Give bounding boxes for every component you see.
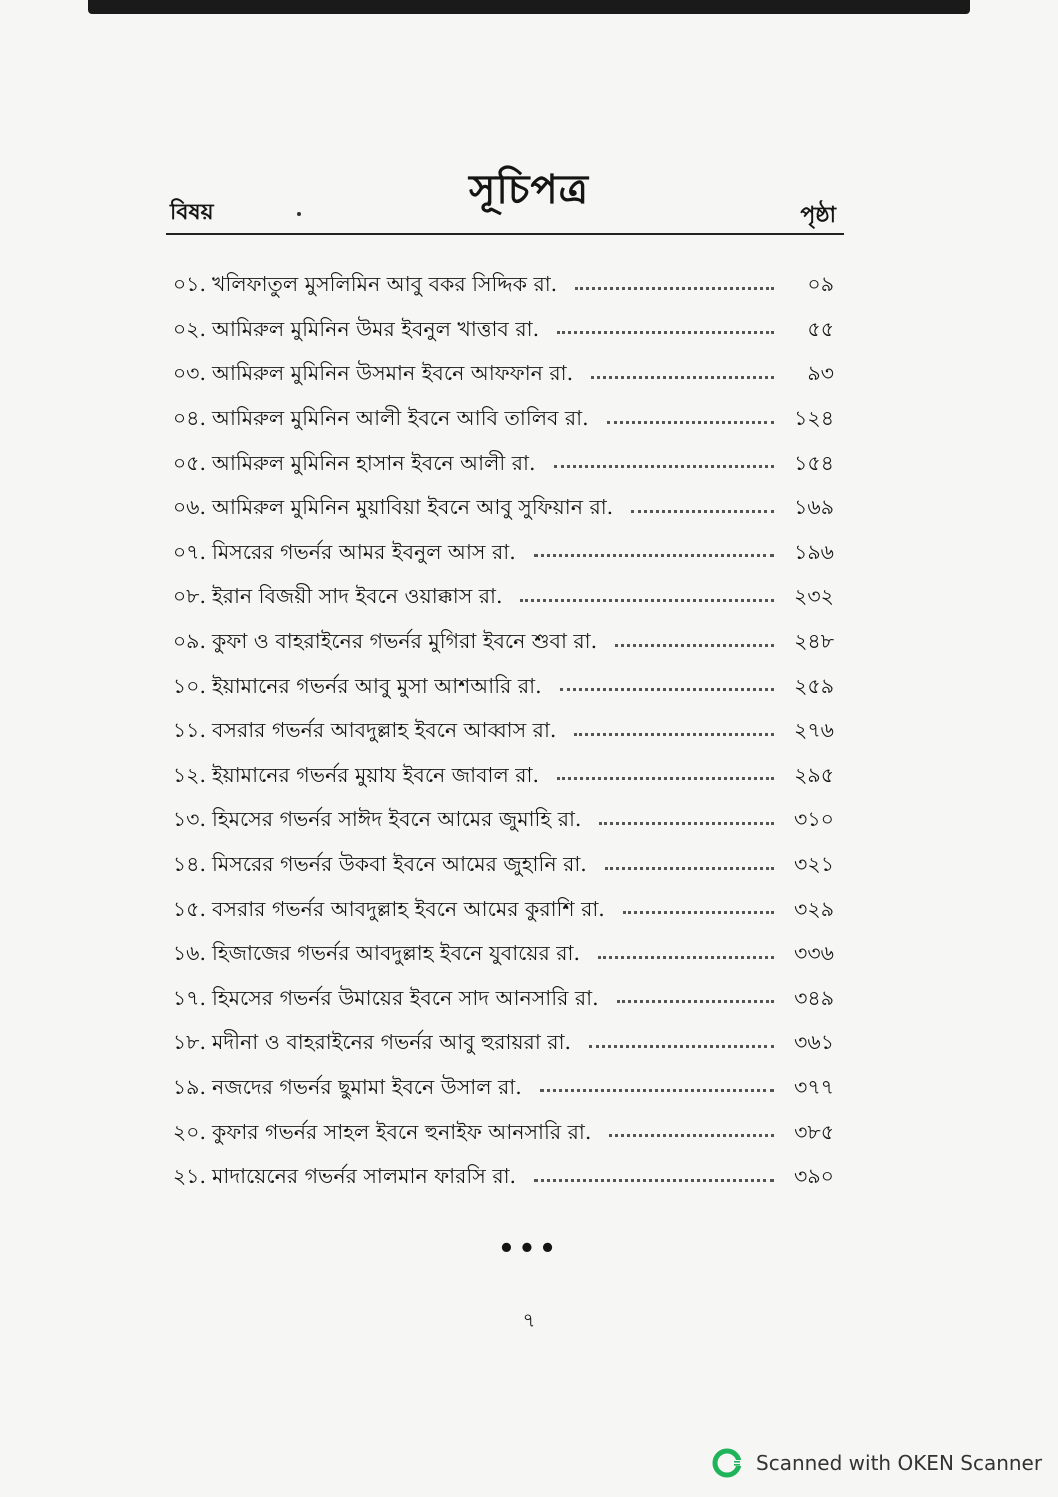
toc-entry	[158, 1111, 834, 1156]
toc-dot-leader	[615, 644, 774, 647]
toc-entry-title: আমিরুল মুমিনিন আলী ইবনে আবি তালিব রা.	[212, 406, 589, 431]
toc-entry	[158, 1067, 834, 1112]
toc-entry-number: ১৭.	[172, 985, 206, 1010]
toc-entry-page: ৩৬১	[794, 1030, 834, 1055]
toc-entry-page: ৩৯০	[794, 1164, 834, 1189]
toc-dot-leader	[609, 1134, 774, 1137]
toc-entry-page: ৩২১	[794, 852, 834, 877]
toc-entry-number: ১৩.	[172, 807, 206, 832]
toc-entry-page: ৫৫	[807, 316, 834, 341]
toc-entry-number: ০৬.	[172, 495, 206, 520]
toc-entry-title: হিমসের গভর্নর উমায়ের ইবনে সাদ আনসারি রা.	[212, 985, 599, 1010]
toc-entry-number: ১২.	[172, 762, 206, 787]
toc-entry-page: ১৯৬	[794, 539, 834, 564]
toc-entry-number: ১১.	[172, 718, 206, 743]
toc-dot-leader	[591, 376, 774, 379]
toc-entry-number: ০৮.	[172, 584, 206, 609]
toc-entry	[158, 799, 834, 844]
toc-entry	[158, 487, 834, 532]
toc-entry-title: মদীনা ও বাহরাইনের গভর্নর আবু হুরায়রা রা.	[212, 1030, 572, 1055]
toc-entry-number: ১৮.	[172, 1030, 206, 1055]
table-of-contents	[158, 264, 834, 1200]
toc-entry-page: ৩৮৫	[794, 1119, 834, 1144]
toc-entry-page: ৩৪৯	[794, 985, 834, 1010]
toc-dot-leader	[557, 777, 774, 780]
toc-entry-title: আমিরুল মুমিনিন উসমান ইবনে আফফান রা.	[212, 361, 574, 386]
toc-dot-leader	[599, 822, 774, 825]
toc-entry-title: ইয়ামানের গভর্নর মুয়ায ইবনে জাবাল রা.	[212, 762, 539, 787]
toc-entry-title: খলিফাতুল মুসলিমিন আবু বকর সিদ্দিক রা.	[212, 272, 558, 297]
toc-dot-leader	[589, 1045, 774, 1048]
toc-dot-leader	[617, 1000, 774, 1003]
toc-dot-leader	[534, 1179, 774, 1182]
toc-entry-number: ০৩.	[172, 361, 206, 386]
toc-dot-leader	[623, 911, 774, 914]
toc-entry	[158, 532, 834, 577]
toc-entry-title: আমিরুল মুমিনিন হাসান ইবনে আলী রা.	[212, 450, 536, 475]
toc-entry-number: ০৯.	[172, 629, 206, 654]
toc-entry	[158, 309, 834, 354]
toc-entry-page: ১২৪	[794, 406, 834, 431]
toc-entry-page: ২৫৯	[794, 673, 834, 698]
toc-entry	[158, 576, 834, 621]
toc-entry-page: ০৯	[807, 272, 834, 297]
toc-dot-leader	[574, 733, 774, 736]
toc-entry-number: ০৪.	[172, 406, 206, 431]
page-number: ৭	[522, 1308, 536, 1332]
toc-entry	[158, 264, 834, 309]
toc-entry-title: ইরান বিজয়ী সাদ ইবনে ওয়াক্কাস রা.	[212, 584, 503, 609]
toc-entry-number: ১৯.	[172, 1074, 206, 1099]
toc-entry-page: ২৪৮	[794, 629, 834, 654]
toc-entry-title: কুফার গভর্নর সাহল ইবনে হুনাইফ আনসারি রা.	[212, 1119, 592, 1144]
toc-entry-page: ২৩২	[794, 584, 834, 609]
toc-entry-page: ৩৭৭	[794, 1074, 834, 1099]
toc-entry-number: ০৫.	[172, 450, 206, 475]
toc-entry-page: ৯৩	[807, 361, 834, 386]
toc-entry-number: ২১.	[172, 1164, 206, 1189]
toc-entry-number: ০৭.	[172, 539, 206, 564]
toc-entry-title: ইয়ামানের গভর্নর আবু মুসা আশআরি রা.	[212, 673, 542, 698]
toc-dot-leader	[534, 554, 774, 557]
toc-dot-leader	[605, 867, 774, 870]
toc-entry-title: কুফা ও বাহরাইনের গভর্নর মুগিরা ইবনে শুবা রা.	[212, 629, 598, 654]
subject-column-label: বিষয়	[170, 199, 214, 225]
toc-entry	[158, 353, 834, 398]
toc-entry	[158, 398, 834, 443]
toc-entry-title: মাদায়েনের গভর্নর সালমান ফারসি রা.	[212, 1164, 517, 1189]
toc-entry	[158, 665, 834, 710]
scan-edge-shadow	[88, 0, 970, 14]
toc-entry-number: ১৬.	[172, 941, 206, 966]
toc-entry-title: হিজাজের গভর্নর আবদুল্লাহ ইবনে যুবায়ের রা.	[212, 941, 581, 966]
toc-dot-leader	[520, 599, 774, 602]
toc-entry	[158, 1156, 834, 1201]
toc-entry-title: বসরার গভর্নর আবদুল্লাহ ইবনে আব্বাস রা.	[212, 718, 557, 743]
toc-dot-leader	[607, 421, 774, 424]
toc-entry-number: ২০.	[172, 1119, 206, 1144]
stray-mark	[297, 212, 301, 216]
toc-entry-page: ৩২৯	[794, 896, 834, 921]
toc-entry-number: ১৪.	[172, 852, 206, 877]
toc-entry-page: ৩৩৬	[794, 941, 834, 966]
toc-entry	[158, 755, 834, 800]
oken-scanner-logo-icon	[712, 1448, 742, 1478]
toc-entry-number: ১০.	[172, 673, 206, 698]
scanner-watermark	[712, 1448, 1042, 1478]
toc-dot-leader	[631, 510, 774, 513]
toc-entry-title: হিমসের গভর্নর সাঈদ ইবনে আমের জুমাহি রা.	[212, 807, 582, 832]
toc-entry	[158, 933, 834, 978]
toc-entry-title: মিসরের গভর্নর উকবা ইবনে আমের জুহানি রা.	[212, 852, 587, 877]
toc-entry-page: ১৫৪	[794, 450, 834, 475]
toc-entry-title: আমিরুল মুমিনিন উমর ইবনুল খাত্তাব রা.	[212, 316, 540, 341]
page-column-label: পৃষ্ঠা	[800, 202, 836, 228]
toc-entry	[158, 621, 834, 666]
toc-dot-leader	[540, 1089, 774, 1092]
toc-entry	[158, 844, 834, 889]
toc-entry-page: ২৭৬	[794, 718, 834, 743]
toc-entry-title: মিসরের গভর্নর আমর ইবনুল আস রা.	[212, 539, 516, 564]
toc-entry-number: ০১.	[172, 272, 206, 297]
end-marker: •••	[498, 1234, 560, 1264]
page-title: সূচিপত্র	[469, 166, 589, 213]
toc-entry-number: ১৫.	[172, 896, 206, 921]
toc-entry	[158, 442, 834, 487]
toc-dot-leader	[557, 331, 774, 334]
toc-entry-title: বসরার গভর্নর আবদুল্লাহ ইবনে আমের কুরাশি রা.	[212, 896, 605, 921]
toc-dot-leader	[598, 956, 774, 959]
toc-entry-number: ০২.	[172, 316, 206, 341]
toc-dot-leader	[554, 465, 775, 468]
header-divider	[166, 233, 844, 235]
toc-entry	[158, 1022, 834, 1067]
toc-entry-page: ৩১০	[794, 807, 834, 832]
toc-entry-title: আমিরুল মুমিনিন মুয়াবিয়া ইবনে আবু সুফিয়ান রা.	[212, 495, 614, 520]
toc-entry	[158, 888, 834, 933]
toc-dot-leader	[575, 287, 774, 290]
toc-entry	[158, 978, 834, 1023]
toc-entry-page: ১৬৯	[794, 495, 834, 520]
scanner-text: Scanned with OKEN Scanner	[756, 1451, 1043, 1475]
toc-entry	[158, 710, 834, 755]
toc-entry-page: ২৯৫	[794, 762, 834, 787]
toc-entry-title: নজদের গভর্নর ছুমামা ইবনে উসাল রা.	[212, 1074, 522, 1099]
toc-dot-leader	[560, 688, 774, 691]
